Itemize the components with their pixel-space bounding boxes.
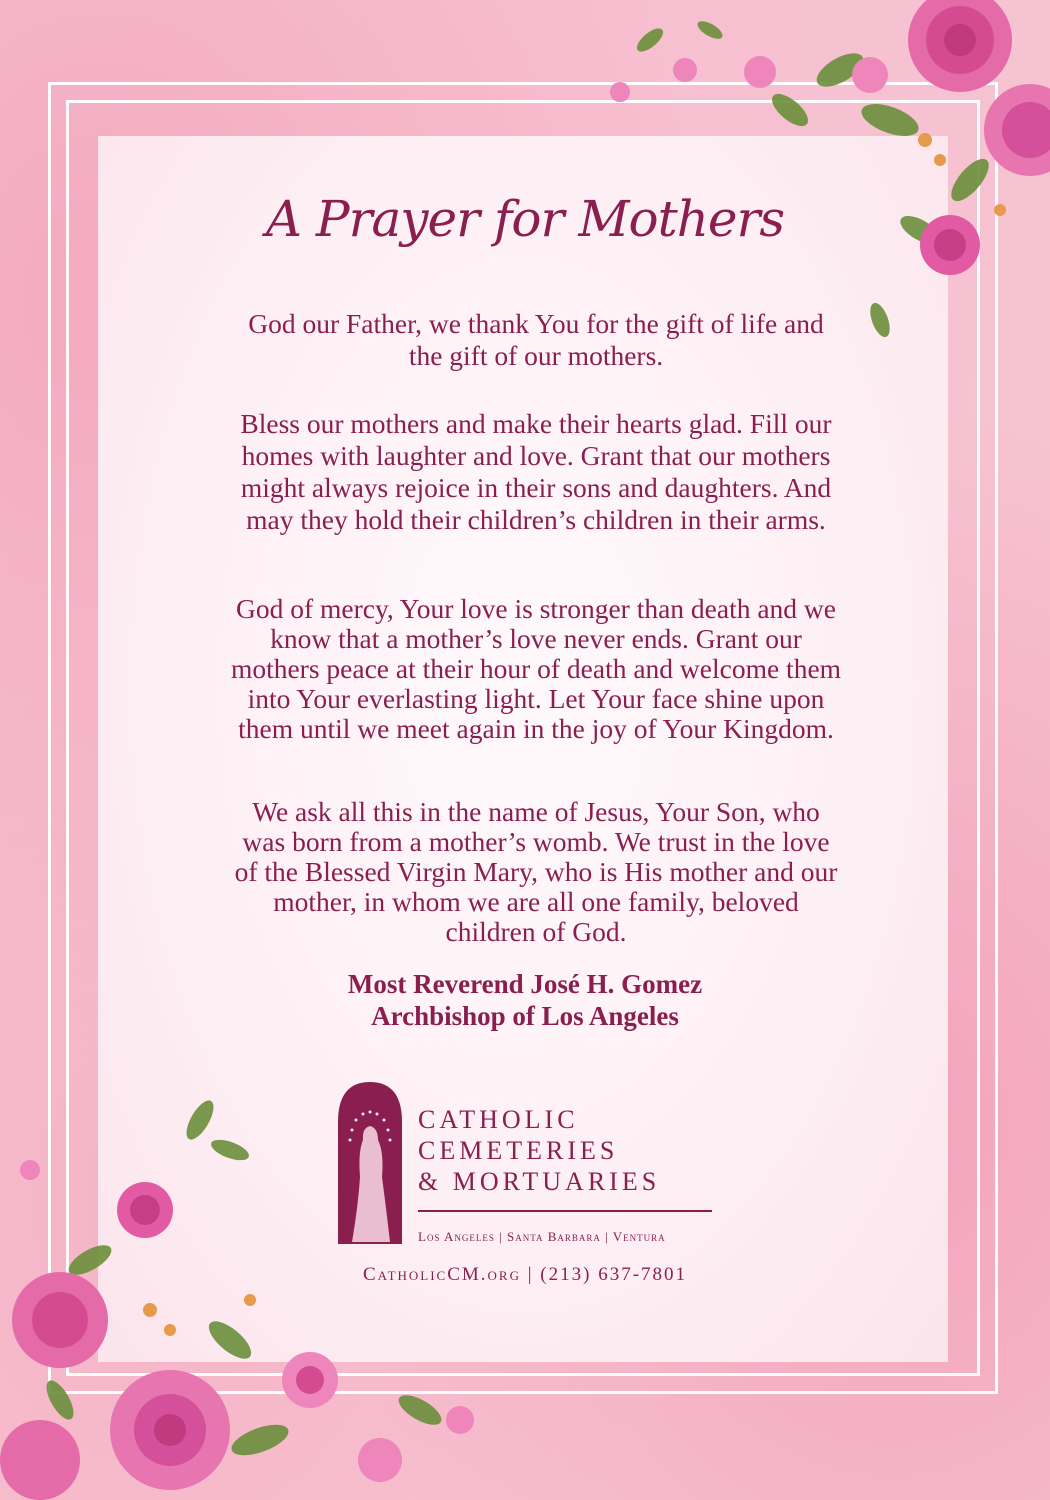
logo-line-1: CATHOLIC	[418, 1105, 579, 1134]
prayer-paragraph-2: Bless our mothers and make their hearts glad. Fill our homes with laughter and love. Grant that our mothers might always rejoice in their sons and daughters. And may they hold their children’s children in their arms.	[240, 408, 832, 535]
blossom-icon	[143, 1294, 256, 1336]
signature	[0, 968, 1050, 1032]
signature-name: Most Reverend José H. Gomez	[347, 969, 703, 999]
page-title: A Prayer for Mothers	[265, 190, 785, 248]
logo-line-2: CEMETERIES	[418, 1136, 619, 1165]
logo-divider	[418, 1210, 712, 1212]
logo-line-3: & MORTUARIES	[418, 1167, 661, 1196]
madonna-logo-icon	[338, 1082, 402, 1244]
signature-role: Archbishop of Los Angeles	[371, 1001, 679, 1031]
prayer-paragraph-1: God our Father, we thank You for the gift of life and the gift of our mothers.	[248, 308, 824, 371]
logo-locations: Los Angeles | Santa Barbara | Ventura	[418, 1229, 666, 1244]
prayer-paragraph-3: God of mercy, Your love is stronger than death and we know that a mother’s love never ends. Grant our mothers peace at their hour of death and welcome them into Your everlasting light. Let Your face shine upon them until we meet again in the joy of Your Kingdom.	[230, 593, 842, 744]
contact-info[interactable]: CatholicCM.org | (213) 637-7801	[362, 1264, 688, 1285]
prayer-paragraph-4: We ask all this in the name of Jesus, Your Son, who was born from a mother’s womb. We trust in the love of the Blessed Virgin Mary, who is His mother and our mother, in whom we are all one family, beloved children of God.	[234, 796, 838, 947]
